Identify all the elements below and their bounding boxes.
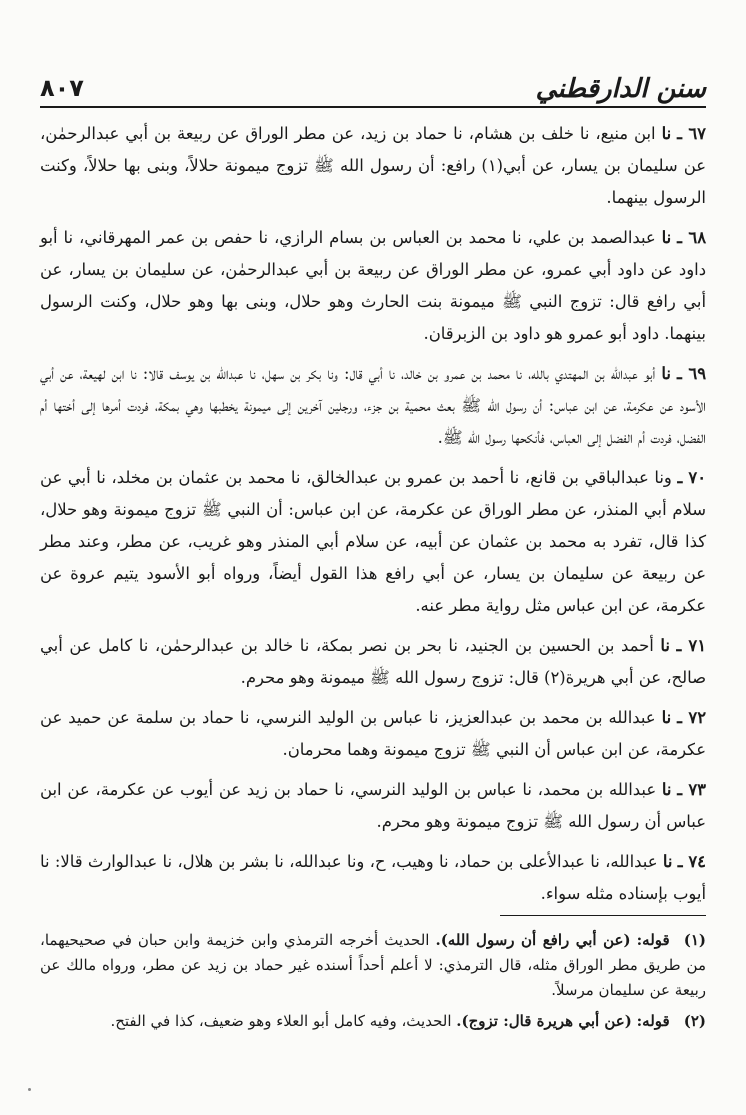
footnote-label: قوله: xyxy=(636,931,670,949)
footnote-quote: (عن أبي هريرة قال: تزوج). xyxy=(456,1012,632,1030)
hadith-number: ٦٧ ـ xyxy=(677,124,706,143)
hadith-number: ٧٤ ـ xyxy=(677,852,706,871)
hadith-number: ٧٠ ـ xyxy=(677,468,707,487)
hadith-entry xyxy=(40,462,706,622)
scan-speck xyxy=(28,1088,31,1091)
hadith-lead: نا xyxy=(660,636,670,655)
running-title: سنن الدارقطني xyxy=(535,74,706,104)
hadith-body: عبدالله، نا عبدالأعلى بن حماد، نا وهيب، ح، ونا عبدالله، نا بشر بن هلال، نا عبدالوارث قالا: نا أيوب بإسناده مثله سواء. xyxy=(40,852,706,903)
hadith-entry xyxy=(40,702,706,766)
hadith-entry xyxy=(40,846,706,910)
hadith-number: ٧٢ ـ xyxy=(677,708,707,727)
hadith-lead: نا xyxy=(661,780,672,799)
hadith-body: عبدالله بن محمد، نا عباس بن الوليد النرسي، نا حماد بن زيد عن أيوب عن عكرمة، عن ابن عباس أن رسول الله ﷺ تزوج ميمونة وهو محرم. xyxy=(40,780,706,831)
hadith-number: ٦٩ ـ xyxy=(677,364,706,383)
hadith-body: ونا عبدالباقي بن قانع، نا أحمد بن عمرو بن عبدالخالق، نا محمد بن عثمان بن مخلد، نا أبي عن سلام أبي المنذر، عن مطر الوراق عن عكرمة، عن ابن عباس: أن النبي ﷺ تزوج ميمونة وهو حلال، كذا قال، تفرد به محمد بن عثمان عن أبيه، عن سلام أبي المنذر وهو غريب، عن مطر، وعند مطر عن ربيعة عن سليمان بن يسار، عن أبي رافع هذا القول أيضاً، ورواه أبو الأسود يتيم عروة عن عكرمة، عن ابن عباس مثل رواية مطر عنه. xyxy=(40,468,706,615)
hadith-lead: نا xyxy=(661,708,672,727)
footnote-text: الحديث، وفيه كامل أبو العلاء وهو ضعيف، كذا في الفتح. xyxy=(110,1012,452,1030)
hadith-body: ابن منيع، نا خلف بن هشام، نا حماد بن زيد، عن مطر الوراق عن ربيعة بن أبي عبدالرحمٰن، عن سليمان بن يسار، عن أبي(١) رافع: أن رسول الله ﷺ تزوج ميمونة حلالاً، وبنى بها حلالاً، وكنت الرسول بينهما. xyxy=(40,124,706,207)
hadith-lead: نا xyxy=(661,124,672,143)
footnote-divider xyxy=(500,915,706,916)
hadith-text xyxy=(40,118,706,918)
hadith-entry xyxy=(40,222,706,350)
hadith-entry xyxy=(40,774,706,838)
hadith-entry xyxy=(40,358,706,454)
footnote xyxy=(40,928,706,1003)
page-header xyxy=(40,60,706,108)
hadith-body: عبدالصمد بن علي، نا محمد بن العباس بن بسام الرازي، نا حفص بن عمر المهرقاني، نا أبو داود عن داود أبي عمرو، عن مطر الوراق عن ربيعة بن أبي عبدالرحمٰن، عن سليمان بن يسار، عن أبي رافع قال: تزوج النبي ﷺ ميمونة بنت الحارث وهو حلال، وبنى بها وهو حلال، وكنت الرسول بينهما. داود أبو عمرو هو داود بن الزبرقان. xyxy=(40,228,706,343)
hadith-lead: نا xyxy=(662,852,673,871)
hadith-number: ٧٣ ـ xyxy=(677,780,706,799)
footnote-text: الحديث أخرجه الترمذي وابن خزيمة وابن حبان في صحيحيهما، من طريق مطر الوراق مثله، قال الترمذي: لا أعلم أحداً أسنده غير حماد بن زيد عن مطر، ورواه مالك عن ربيعة عن سليمان مرسلاً. xyxy=(40,931,706,999)
hadith-number: ٦٨ ـ xyxy=(677,228,706,247)
hadith-lead: نا xyxy=(661,228,672,247)
hadith-body: أبو عبدالله بن المهتدي بالله، نا محمد بن عمرو بن خالد، نا أبي قال: ونا بكر بن سهل، نا عبدالله بن يوسف قالا: نا ابن لهيعة، عن أبي الأسود عن عكرمة، عن ابن عباس: أن رسول الله ﷺ بعث محمية بن جزء، ورجلين آخرين إلى ميمونة يخطبها وهي بمكة، فردت أمرها إلى أختها أم الفضل، فردت أم الفضل إلى العباس، فأنكحها رسول الله ﷺ. xyxy=(40,364,706,447)
hadith-lead: نا xyxy=(661,364,671,383)
hadith-number: ٧١ ـ xyxy=(676,636,707,655)
hadith-entry xyxy=(40,630,706,694)
page-number: ٨٠٧ xyxy=(40,74,84,102)
footnote-quote: (عن أبي رافع أن رسول الله). xyxy=(435,931,631,949)
hadith-body: أحمد بن الحسين بن الجنيد، نا بحر بن نصر بمكة، نا خالد بن عبدالرحمٰن، نا كامل عن أبي صالح، عن أبي هريرة(٢) قال: تزوج رسول الله ﷺ ميمونة وهو محرم. xyxy=(40,636,706,687)
footnote-label: قوله: xyxy=(636,1012,670,1030)
footnote-mark: (٢) xyxy=(683,1012,706,1030)
hadith-body: عبدالله بن محمد بن عبدالعزيز، نا عباس بن الوليد النرسي، نا حماد بن سلمة عن حميد عن عكرمة، عن ابن عباس أن النبي ﷺ تزوج ميمونة وهما محرمان. xyxy=(40,708,706,759)
footnote xyxy=(40,1009,706,1034)
hadith-entry xyxy=(40,118,706,214)
footnotes xyxy=(40,928,706,1040)
footnote-mark: (١) xyxy=(683,931,706,949)
